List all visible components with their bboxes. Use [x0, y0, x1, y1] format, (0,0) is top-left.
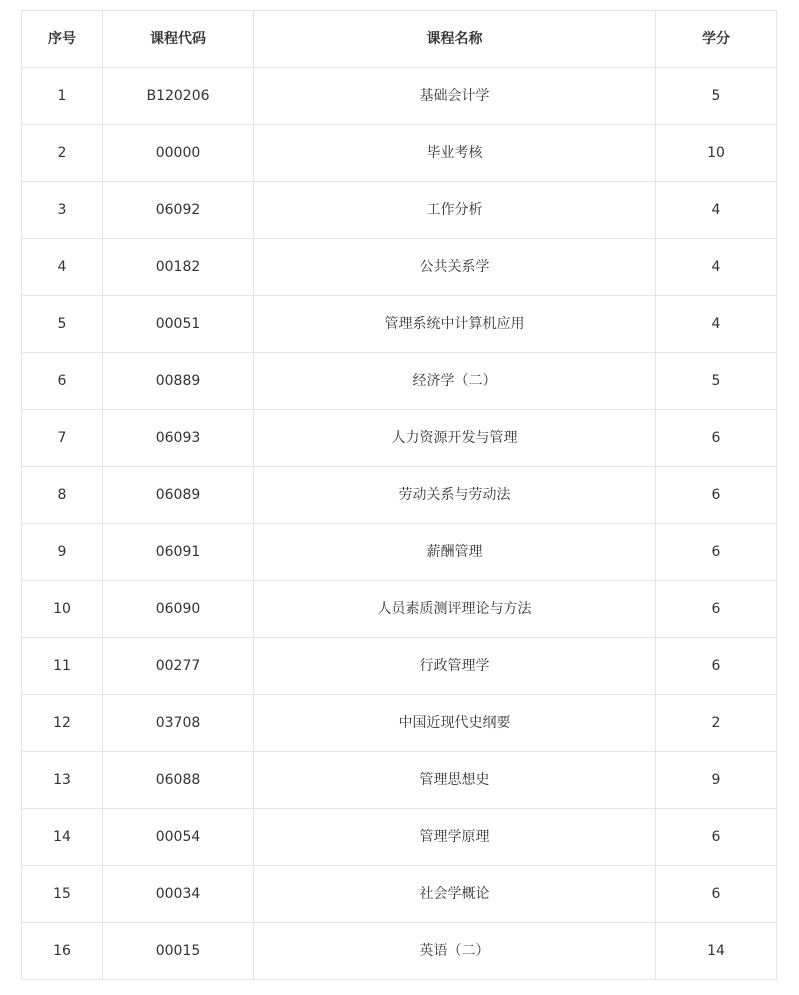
table-row [22, 752, 777, 809]
cell-index: 12 [22, 695, 103, 752]
table-row [22, 923, 777, 980]
cell-course-code: 00054 [103, 809, 254, 866]
course-table [21, 10, 777, 980]
cell-credits: 6 [656, 638, 777, 695]
table-row [22, 353, 777, 410]
cell-course-name: 人力资源开发与管理 [254, 410, 656, 467]
cell-course-code: 06092 [103, 182, 254, 239]
header-credits: 学分 [656, 11, 777, 68]
cell-course-code: 00182 [103, 239, 254, 296]
cell-credits: 4 [656, 239, 777, 296]
cell-credits: 6 [656, 581, 777, 638]
cell-course-code: 00000 [103, 125, 254, 182]
cell-index: 6 [22, 353, 103, 410]
cell-course-code: 00051 [103, 296, 254, 353]
cell-index: 5 [22, 296, 103, 353]
cell-course-name: 人员素质测评理论与方法 [254, 581, 656, 638]
cell-index: 2 [22, 125, 103, 182]
cell-course-name: 管理系统中计算机应用 [254, 296, 656, 353]
table-row [22, 68, 777, 125]
table-row [22, 410, 777, 467]
cell-index: 9 [22, 524, 103, 581]
cell-credits: 14 [656, 923, 777, 980]
cell-course-code: B120206 [103, 68, 254, 125]
cell-course-name: 管理思想史 [254, 752, 656, 809]
cell-index: 3 [22, 182, 103, 239]
table-header [22, 11, 777, 68]
cell-course-name: 毕业考核 [254, 125, 656, 182]
cell-credits: 6 [656, 809, 777, 866]
cell-course-code: 06089 [103, 467, 254, 524]
table-row [22, 581, 777, 638]
cell-course-name: 中国近现代史纲要 [254, 695, 656, 752]
cell-index: 8 [22, 467, 103, 524]
cell-index: 11 [22, 638, 103, 695]
cell-course-name: 薪酬管理 [254, 524, 656, 581]
cell-course-code: 03708 [103, 695, 254, 752]
cell-credits: 4 [656, 182, 777, 239]
cell-course-code: 06090 [103, 581, 254, 638]
cell-course-name: 经济学（二） [254, 353, 656, 410]
cell-course-name: 社会学概论 [254, 866, 656, 923]
cell-index: 14 [22, 809, 103, 866]
cell-credits: 4 [656, 296, 777, 353]
cell-course-name: 英语（二） [254, 923, 656, 980]
cell-course-code: 00015 [103, 923, 254, 980]
cell-course-code: 06091 [103, 524, 254, 581]
cell-credits: 6 [656, 467, 777, 524]
cell-course-code: 00277 [103, 638, 254, 695]
header-course-code: 课程代码 [103, 11, 254, 68]
cell-index: 16 [22, 923, 103, 980]
cell-index: 7 [22, 410, 103, 467]
cell-course-name: 劳动关系与劳动法 [254, 467, 656, 524]
table-row [22, 695, 777, 752]
cell-credits: 10 [656, 125, 777, 182]
table-row [22, 239, 777, 296]
cell-course-name: 基础会计学 [254, 68, 656, 125]
table-header-row [22, 11, 777, 68]
cell-index: 4 [22, 239, 103, 296]
cell-index: 10 [22, 581, 103, 638]
table-row [22, 638, 777, 695]
cell-course-name: 公共关系学 [254, 239, 656, 296]
cell-course-code: 06088 [103, 752, 254, 809]
cell-credits: 6 [656, 866, 777, 923]
cell-index: 15 [22, 866, 103, 923]
cell-credits: 6 [656, 410, 777, 467]
course-table-container [21, 10, 777, 980]
cell-index: 1 [22, 68, 103, 125]
cell-course-name: 行政管理学 [254, 638, 656, 695]
cell-credits: 9 [656, 752, 777, 809]
table-row [22, 524, 777, 581]
cell-index: 13 [22, 752, 103, 809]
cell-course-name: 工作分析 [254, 182, 656, 239]
table-row [22, 296, 777, 353]
header-index: 序号 [22, 11, 103, 68]
cell-credits: 5 [656, 353, 777, 410]
cell-course-code: 00034 [103, 866, 254, 923]
cell-course-code: 06093 [103, 410, 254, 467]
header-course-name: 课程名称 [254, 11, 656, 68]
table-row [22, 809, 777, 866]
table-row [22, 125, 777, 182]
cell-credits: 6 [656, 524, 777, 581]
cell-course-code: 00889 [103, 353, 254, 410]
cell-credits: 2 [656, 695, 777, 752]
cell-course-name: 管理学原理 [254, 809, 656, 866]
table-body [22, 68, 777, 980]
table-row [22, 866, 777, 923]
table-row [22, 182, 777, 239]
cell-credits: 5 [656, 68, 777, 125]
table-row [22, 467, 777, 524]
